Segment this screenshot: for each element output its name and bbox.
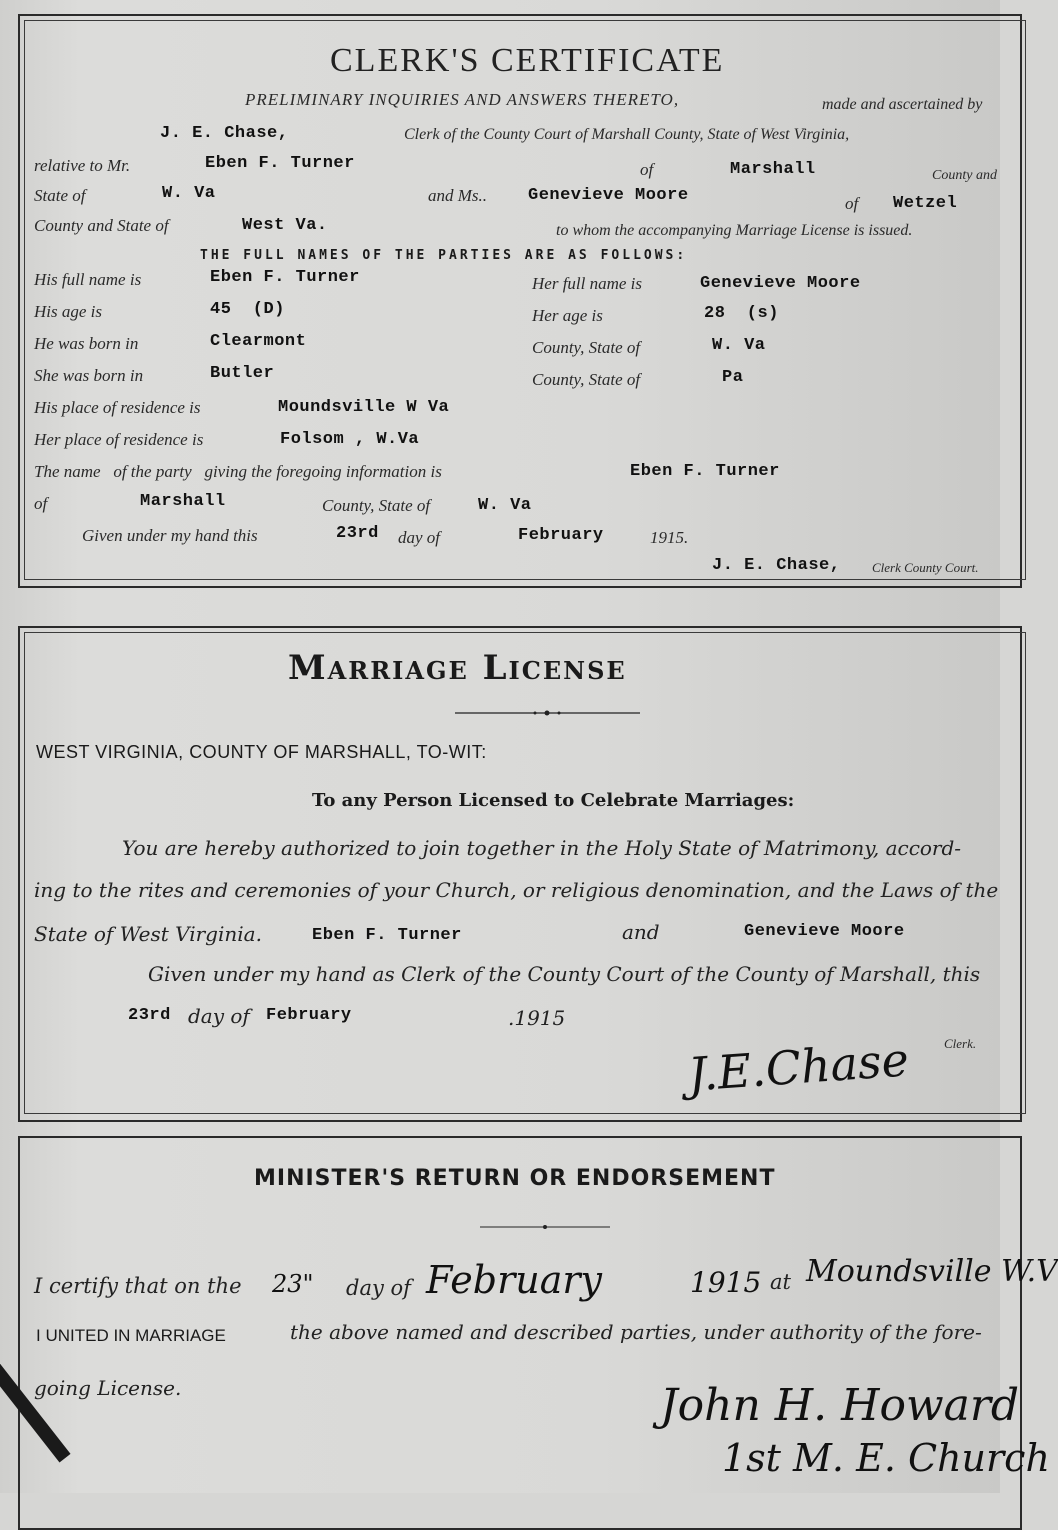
made-ascertained: made and ascertained by (822, 96, 983, 113)
license-bride: Genevieve Moore (744, 922, 905, 941)
license-line-4: Given under my hand as Clerk of the County Court of the County of Marshall, this (148, 962, 981, 986)
informant-name: Eben F. Turner (630, 462, 780, 481)
clerk-signed-name: J. E. Chase, (712, 556, 841, 575)
given-month: February (518, 526, 604, 545)
given-under-label: Given under my hand this (82, 526, 258, 545)
marriage-day: 23" (272, 1270, 314, 1298)
day-of-label: day of (398, 528, 441, 547)
given-day: 23rd (336, 524, 379, 543)
of-label-3: of (34, 494, 48, 513)
ministers-return-title: MINISTER'S RETURN OR ENDORSEMENT (254, 1166, 776, 1191)
his-residence-label: His place of residence is (34, 398, 201, 417)
clerk-certificate-title: CLERK'S CERTIFICATE (330, 42, 725, 79)
marriage-place: Moundsville W.V (806, 1254, 1058, 1289)
license-month: February (266, 1006, 352, 1025)
preliminary-inquiries: PRELIMINARY INQUIRIES AND ANSWERS THERETO, (245, 90, 680, 109)
of-label-2: of (845, 194, 859, 213)
groom-county: Marshall (730, 160, 816, 179)
ornament-rule (455, 708, 640, 718)
clerk-of-text: Clerk of the County Court of Marshall County, State of West Virginia, (404, 126, 850, 143)
bride-name-top: Genevieve Moore (528, 186, 689, 205)
license-year: .1915 (508, 1006, 566, 1030)
relative-to-label: relative to Mr. (34, 156, 131, 175)
marriage-month: February (426, 1258, 603, 1302)
full-names-heading: THE FULL NAMES OF THE PARTIES ARE AS FOLLOWS: (200, 248, 688, 263)
marriage-license-title: Marriage License (288, 648, 627, 688)
minister-church: 1st M. E. Church (722, 1436, 1050, 1480)
certify-text: I certify that on the (34, 1274, 242, 1298)
united-rest: the above named and described parties, under authority of the fore- (290, 1320, 982, 1344)
his-residence: Moundsville W Va (278, 398, 450, 417)
her-residence-label: Her place of residence is (34, 430, 204, 449)
license-line-1: You are hereby authorized to join together in the Holy State of Matrimony, accord- (122, 836, 962, 860)
her-age: 28 (s) (704, 304, 779, 323)
informant-county: Marshall (140, 492, 226, 511)
county-state-of-label-2: County, State of (532, 370, 641, 389)
given-year: 1915. (650, 528, 689, 547)
ornament-rule-2 (480, 1222, 610, 1232)
county-and-label: County and (932, 168, 997, 183)
clerk-county-court: Clerk County Court. (872, 560, 979, 575)
he-born: Clearmont (210, 332, 307, 351)
marriage-year: 1915 (690, 1266, 762, 1299)
of-label-1: of (640, 160, 654, 179)
license-groom: Eben F. Turner (312, 926, 462, 945)
marriage-day-of: day of (346, 1276, 411, 1300)
minister-signature: John H. Howard (660, 1380, 1020, 1431)
his-full-name: Eben F. Turner (210, 268, 360, 287)
she-born-label: She was born in (34, 366, 144, 385)
to-whom-text: to whom the accompanying Marriage License is issued. (556, 222, 913, 239)
state-of-label: State of (34, 186, 86, 205)
he-born-state: W. Va (712, 336, 766, 355)
license-line-3: State of West Virginia. (34, 922, 262, 946)
and-ms-label: and Ms.. (428, 186, 488, 205)
bride-state: West Va. (242, 216, 328, 235)
his-age-label: His age is (34, 302, 102, 321)
jurisdiction-line: WEST VIRGINIA, COUNTY OF MARSHALL, TO-WIT: (36, 742, 487, 762)
clerk-signature: J.E.Chase (686, 1032, 911, 1102)
county-state-of-label: County and State of (34, 216, 169, 235)
she-born: Butler (210, 364, 275, 383)
license-line-2: ing to the rites and ceremonies of your Church, or religious denomination, and the Laws of the (34, 878, 999, 902)
county-state-of-label-1: County, State of (532, 338, 641, 357)
clerk-name: J. E. Chase, (160, 124, 289, 143)
united-in-marriage: I UNITED IN MARRIAGE (36, 1326, 226, 1345)
license-clerk-label: Clerk. (944, 1036, 977, 1051)
groom-state: W. Va (162, 184, 216, 203)
her-full-name: Genevieve Moore (700, 274, 861, 293)
informant-label: The name of the party giving the foregoing information is (34, 462, 442, 481)
groom-name: Eben F. Turner (205, 154, 355, 173)
county-state-of-label-3: County, State of (322, 496, 431, 515)
at-text: at (770, 1270, 791, 1294)
her-full-name-label: Her full name is (532, 274, 643, 293)
license-day: 23rd (128, 1006, 171, 1025)
bride-county: Wetzel (893, 194, 958, 213)
going-license: going License. (34, 1376, 182, 1400)
he-born-label: He was born in (34, 334, 139, 353)
license-day-of: day of (188, 1004, 250, 1028)
his-full-name-label: His full name is (34, 270, 142, 289)
her-residence: Folsom , W.Va (280, 430, 420, 449)
she-born-state: Pa (722, 368, 744, 387)
his-age: 45 (D) (210, 300, 285, 319)
to-any-person-line: To any Person Licensed to Celebrate Marriages: (312, 790, 795, 811)
license-and: and (622, 920, 660, 944)
informant-state: W. Va (478, 496, 532, 515)
her-age-label: Her age is (532, 306, 603, 325)
